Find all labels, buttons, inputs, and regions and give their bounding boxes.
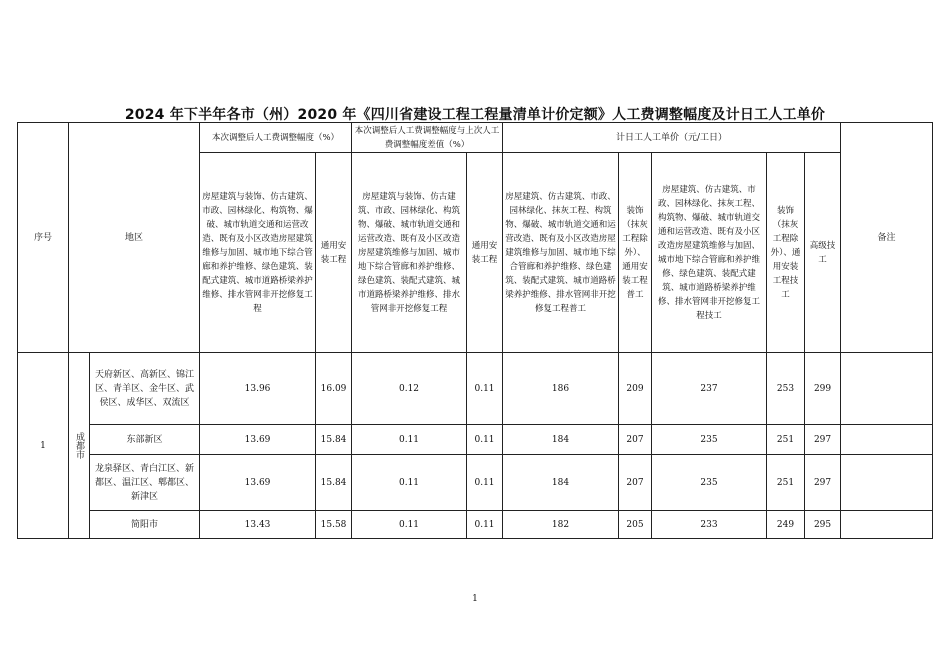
city-name: 成都市	[69, 353, 90, 539]
table-row	[18, 455, 933, 511]
header-diff-group: 本次调整后人工费调整幅度与上次人工费调整幅度差值（%）	[352, 123, 503, 153]
diff-building-value: 0.12	[352, 353, 467, 425]
region-name: 天府新区、高新区、锦江区、青羊区、金牛区、武侯区、成华区、双流区	[90, 353, 200, 425]
remark-cell	[841, 353, 933, 425]
header-general-install: 通用安装工程	[316, 153, 352, 353]
region-name: 龙泉驿区、青白江区、新都区、温江区、郫都区、新津区	[90, 455, 200, 511]
header-region: 地区	[69, 123, 200, 353]
header-building-diff: 房屋建筑与装饰、仿古建筑、市政、园林绿化、构筑物、爆破、城市轨道交通和运营改造、既有及小区改造房屋建筑维修与加固、城市地下综合管廊和养护维修、绿色建筑、装配式建筑、城市道路桥梁养护维修、排水管网非开挖修复工程	[352, 153, 467, 353]
header-decor-general: 装饰（抹灰工程除外）、通用安装工程普工	[619, 153, 652, 353]
header-skilled-worker: 房屋建筑、仿古建筑、市政、园林绿化、抹灰工程、构筑物、爆破、城市轨道交通和运营改造、既有及小区改造房屋建筑维修与加固、城市地下综合管廊和养护维修、绿色建筑、装配式建筑、城市道路桥梁养护维修、排水管网非开挖修复工程技工	[652, 153, 767, 353]
decor-general-price: 209	[619, 353, 652, 425]
remark-cell	[841, 455, 933, 511]
header-senior: 高级技工	[805, 153, 841, 353]
adjust-building-value: 13.96	[200, 353, 316, 425]
senior-price: 297	[805, 425, 841, 455]
remark-cell	[841, 511, 933, 539]
senior-price: 297	[805, 455, 841, 511]
remark-cell	[841, 425, 933, 455]
page-number: 1	[472, 594, 478, 604]
skilled-worker-price: 235	[652, 425, 767, 455]
region-name: 简阳市	[90, 511, 200, 539]
skilled-worker-price: 235	[652, 455, 767, 511]
document-title: 2024 年下半年各市（州）2020 年《四川省建设工程工程量清单计价定额》人工费调整幅度及计日工人工单价	[124, 107, 826, 123]
adjust-install-value: 15.84	[316, 455, 352, 511]
general-worker-price: 184	[503, 425, 619, 455]
adjust-building-value: 13.69	[200, 425, 316, 455]
header-decor-skilled: 装饰（抹灰工程除外）、通用安装工程技工	[767, 153, 805, 353]
table-row	[18, 511, 933, 539]
decor-skilled-price: 253	[767, 353, 805, 425]
skilled-worker-price: 237	[652, 353, 767, 425]
decor-skilled-price: 251	[767, 425, 805, 455]
diff-install-value: 0.11	[467, 455, 503, 511]
diff-building-value: 0.11	[352, 425, 467, 455]
header-general-install-diff: 通用安装工程	[467, 153, 503, 353]
diff-install-value: 0.11	[467, 511, 503, 539]
decor-skilled-price: 249	[767, 511, 805, 539]
table-row	[18, 425, 933, 455]
adjust-install-value: 15.58	[316, 511, 352, 539]
row-seq: 1	[18, 353, 69, 539]
header-row-1	[18, 123, 933, 153]
header-seq: 序号	[18, 123, 69, 353]
adjust-building-value: 13.43	[200, 511, 316, 539]
table-row	[18, 353, 933, 425]
adjust-building-value: 13.69	[200, 455, 316, 511]
diff-building-value: 0.11	[352, 455, 467, 511]
general-worker-price: 182	[503, 511, 619, 539]
senior-price: 295	[805, 511, 841, 539]
header-general-worker: 房屋建筑、仿古建筑、市政、园林绿化、抹灰工程、构筑物、爆破、城市轨道交通和运营改造、既有及小区改造房屋建筑维修与加固、城市地下综合管廊和养护维修、绿色建筑、装配式建筑、城市道路桥梁养护维修、排水管网非开挖修复工程普工	[503, 153, 619, 353]
header-remark: 备注	[841, 123, 933, 353]
header-building-adjust: 房屋建筑与装饰、仿古建筑、市政、园林绿化、构筑物、爆破、城市轨道交通和运营改造、既有及小区改造房屋建筑维修与加固、城市地下综合管廊和养护维修、绿色建筑、装配式建筑、城市道路桥梁养护维修、排水管网非开挖修复工程	[200, 153, 316, 353]
decor-general-price: 207	[619, 455, 652, 511]
general-worker-price: 186	[503, 353, 619, 425]
decor-general-price: 205	[619, 511, 652, 539]
region-name: 东部新区	[90, 425, 200, 455]
header-adjust-group: 本次调整后人工费调整幅度（%）	[200, 123, 352, 153]
diff-building-value: 0.11	[352, 511, 467, 539]
header-daywork-group: 计日工人工单价（元/工日）	[503, 123, 841, 153]
decor-general-price: 207	[619, 425, 652, 455]
adjust-install-value: 15.84	[316, 425, 352, 455]
skilled-worker-price: 233	[652, 511, 767, 539]
senior-price: 299	[805, 353, 841, 425]
decor-skilled-price: 251	[767, 455, 805, 511]
general-worker-price: 184	[503, 455, 619, 511]
diff-install-value: 0.11	[467, 353, 503, 425]
adjust-install-value: 16.09	[316, 353, 352, 425]
diff-install-value: 0.11	[467, 425, 503, 455]
price-table	[17, 122, 933, 539]
